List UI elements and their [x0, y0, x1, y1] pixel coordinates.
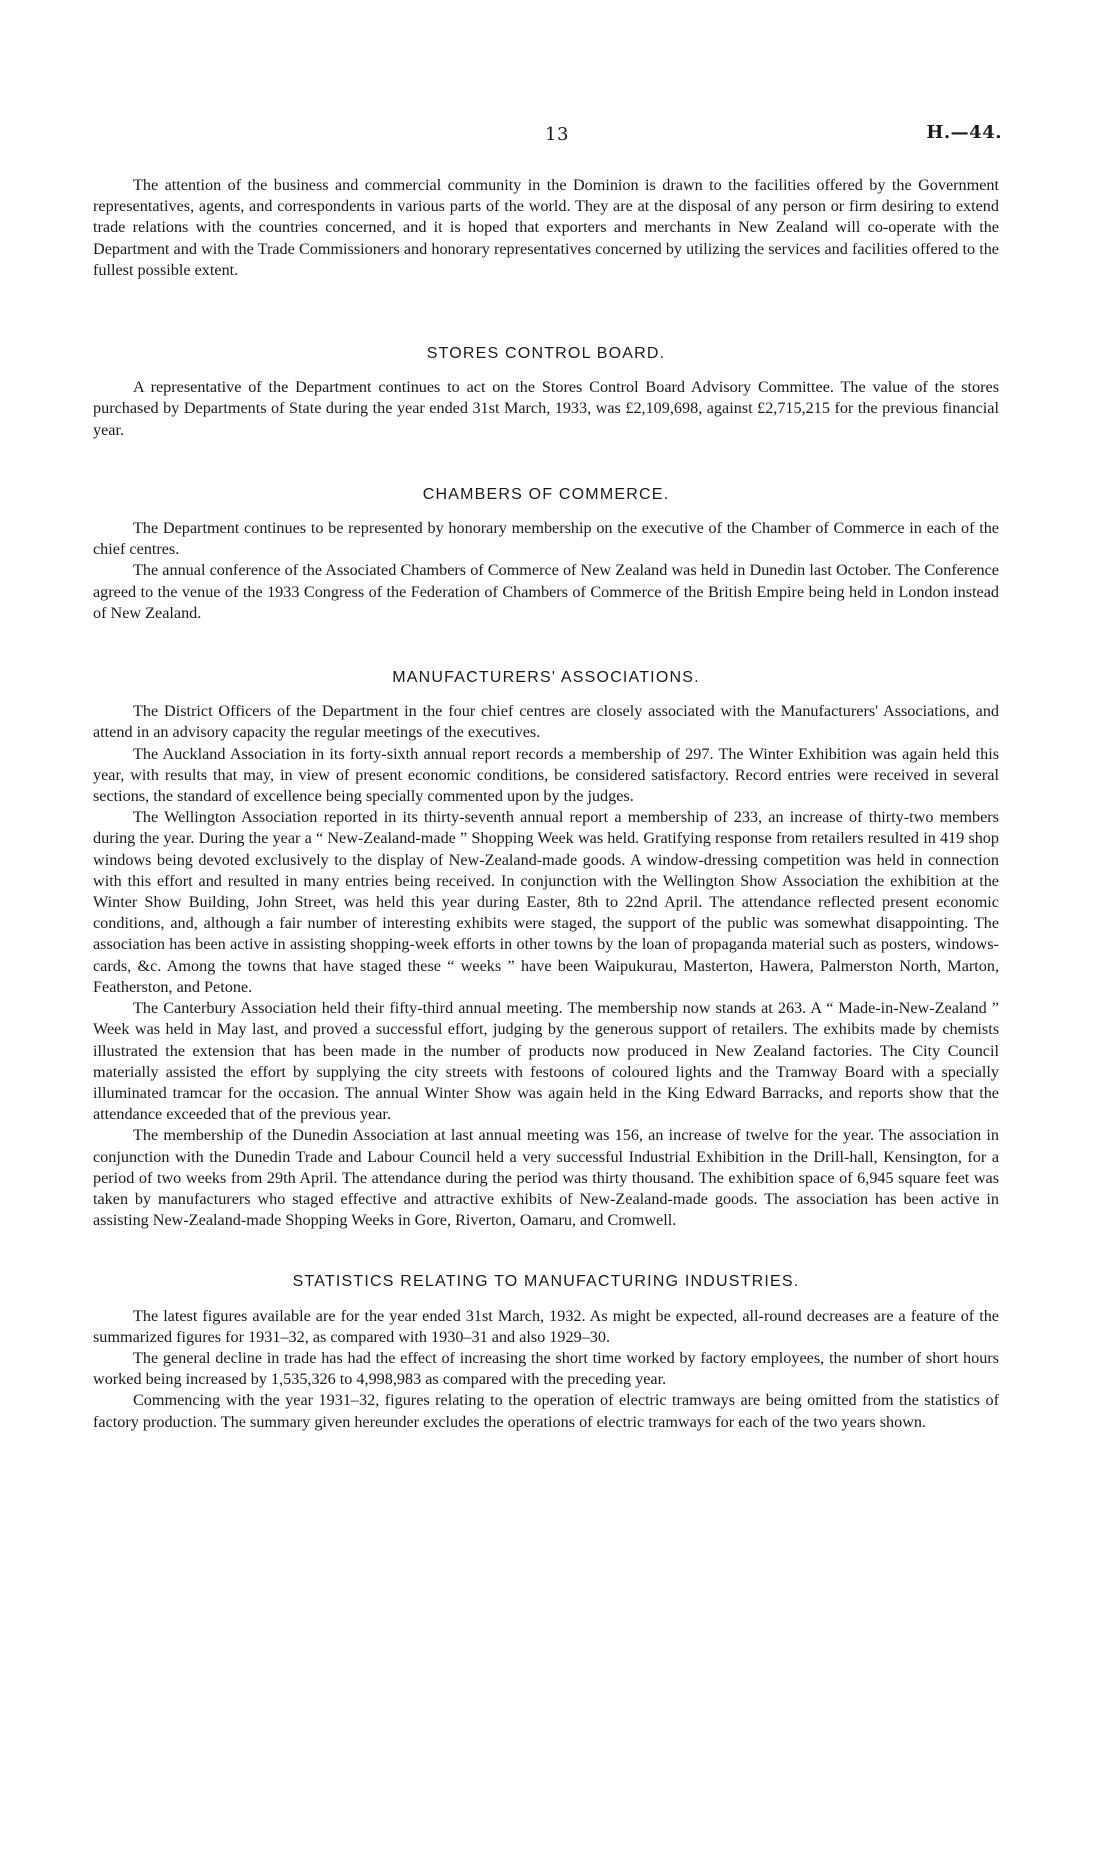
paragraph: Commencing with the year 1931–32, figures relating to the operation of electric tramways are being omitted from the statistics of factory production. The summary given hereunder excludes the operations of electric tramways for each of the two years shown. [93, 1391, 999, 1431]
paragraph: The Wellington Association reported in its thirty-seventh annual report a membership of 233, an increase of thirty-two members during the year. During the year a “ New-Zealand-made ” Shopping Week was held. Gratifying response from retailers resulted in 419 shop windows being devoted exclusively to the display of New-Zealand-made goods. A window-dressing competition was held in connection with this effort and resulted in many entries being received. In conjunction with the Wellington Show Association the exhibition at the Winter Show Building, John Street, was held this year during Easter, 8th to 22nd April. The attendance reflected present economic conditions, and, although a fair number of interesting exhibits were staged, the support of the public was somewhat disappointing. The association has been active in assisting shopping-week efforts in other towns by the loan of propaganda material such as posters, windows-cards, &c. Among the towns that have staged these “ weeks ” have been Waipukurau, Masterton, Hawera, Palmerston North, Marton, Featherston, and Petone. [93, 808, 999, 996]
section-manufacturers-associations [93, 667, 999, 1231]
paragraph: The latest figures available are for the year ended 31st March, 1932. As might be expected, all-round decreases are a feature of the summarized figures for 1931–32, as compared with 1930–31 and also 1929–30. [93, 1306, 999, 1346]
paragraph: A representative of the Department continues to act on the Stores Control Board Advisory Committee. The value of the stores purchased by Departments of State during the year ended 31st March, 1933, was £2,109,698, against £2,715,215 for the previous financial year. [93, 378, 999, 439]
section-heading: STORES CONTROL BOARD. [426, 345, 666, 363]
document-reference: H.—44. [926, 122, 1002, 143]
page-body [93, 175, 999, 1433]
section-manufacturing-statistics [93, 1271, 999, 1432]
page-number: 13 [545, 124, 569, 145]
paragraph: The Department continues to be represented by honorary membership on the executive of the Chamber of Commerce in each of the chief centres. [93, 519, 999, 559]
section-chambers-of-commerce [93, 484, 999, 624]
paragraph: The Canterbury Association held their fifty-third annual meeting. The membership now stands at 263. A “ Made-in-New-Zealand ” Week was held in May last, and proved a successful effort, judging by the generous support of retailers. The exhibits made by chemists illustrated the extension that has been made in the number of products now produced in New Zealand factories. The City Council materially assisted the effort by supplying the city streets with festoons of coloured lights and the Tramway Board with a specially illuminated tramcar for the occasion. The annual Winter Show was again held in the King Edward Barracks, and reports show that the attendance exceeded that of the previous year. [93, 999, 999, 1124]
section-heading: STATISTICS RELATING TO MANUFACTURING INDUSTRIES. [292, 1273, 800, 1291]
paragraph: The Auckland Association in its forty-sixth annual report records a membership of 297. The Winter Exhibition was again held this year, with results that may, in view of present economic conditions, be considered satisfactory. Record entries were received in several sections, the standard of excellence being specially commented upon by the judges. [93, 744, 999, 806]
paragraph: The annual conference of the Associated Chambers of Commerce of New Zealand was held in Dunedin last October. The Conference agreed to the venue of the 1933 Congress of the Federation of Chambers of Commerce of the British Empire being held in London instead of New Zealand. [93, 561, 999, 622]
intro-paragraph: The attention of the business and commercial community in the Dominion is drawn to the facilities offered by the Government representatives, agents, and correspondents in various parts of the world. They are at the disposal of any person or firm desiring to extend trade relations with the countries concerned, and it is hoped that exporters and merchants in New Zealand will co-operate with the Department and with the Trade Commissioners and honorary representatives concerned by utilizing the services and facilities offered to the fullest possible extent. [93, 176, 999, 279]
paragraph: The membership of the Dunedin Association at last annual meeting was 156, an increase of twelve for the year. The association in conjunction with the Dunedin Trade and Labour Council held a very successful Industrial Exhibition in the Drill-hall, Kensington, for a period of two weeks from 29th April. The attendance during the period was thirty thousand. The exhibition space of 6,945 square feet was taken by manufacturers who staged effective and attractive exhibits of New-Zealand-made goods. The association has been active in assisting New-Zealand-made Shopping Weeks in Gore, Riverton, Oamaru, and Cromwell. [93, 1126, 999, 1230]
paragraph: The District Officers of the Department in the four chief centres are closely associated with the Manufacturers' Associations, and attend in an advisory capacity the regular meetings of the executives. [93, 702, 999, 742]
section-stores-control-board [93, 343, 999, 441]
section-heading: CHAMBERS OF COMMERCE. [422, 485, 670, 503]
paragraph: The general decline in trade has had the effect of increasing the short time worked by factory employees, the number of short hours worked being increased by 1,535,326 to 4,998,983 as compared with the preceding year. [93, 1348, 999, 1389]
section-heading: MANUFACTURERS' ASSOCIATIONS. [392, 669, 700, 687]
